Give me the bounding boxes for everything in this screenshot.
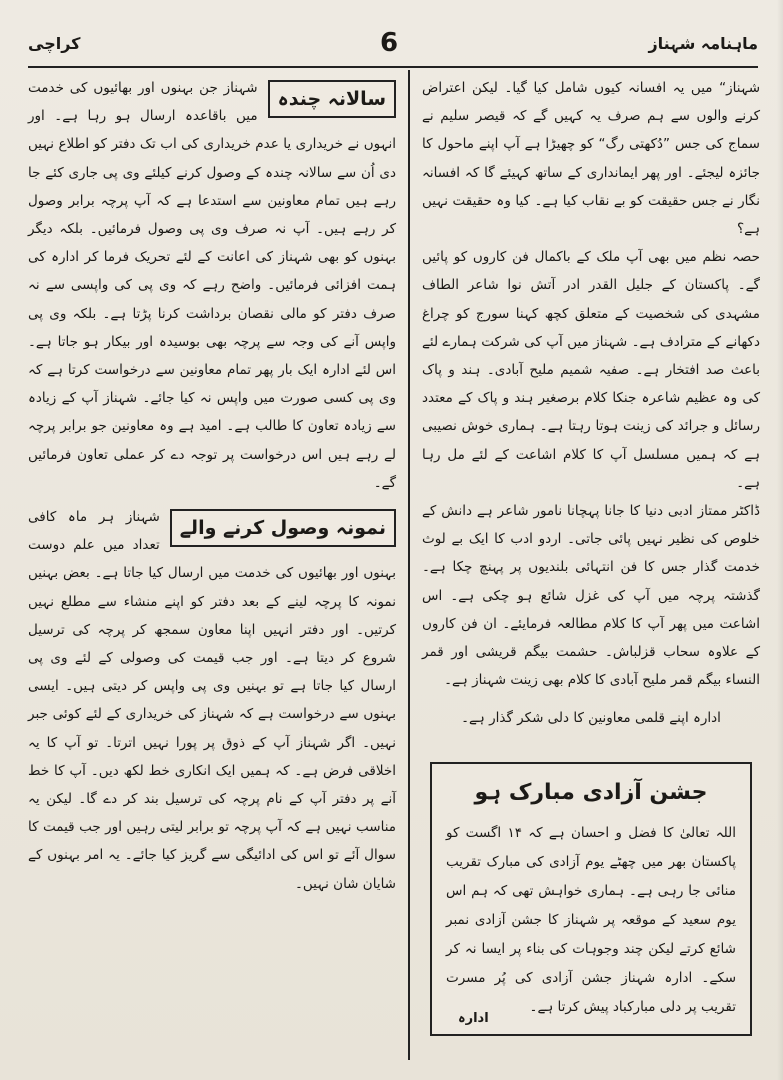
column-divider <box>408 70 410 1060</box>
paragraph-poetry: حصہ نظم میں بھی آپ ملک کے باکمال فن کاروں کو پائیں گے۔ پاکستان کے جلیل القدر ادر آتش نوا شاعر الطاف مشہدی کی شخصیت کے متعلق کچھ کہنا سورج کو چراغ دکھانے کے مترادف ہے۔ شہناز میں آپ کی شرکت ہمارے لئے باعث صد افتخار ہے۔ صفیہ شمیم ملیح آبادی۔ ہند و پاک کی وہ عظیم شاعرہ جنکا کلام برصغیر ہند و پاک کے معتدد رسائل و جرائد کی زینت ہوتا رہتا ہے۔ ہماری خوش نصیبی ہے کہ ہمیں مسلسل آپ کا کلام اشاعت کے لئے مل رہا ہے۔ <box>422 249 760 491</box>
notice-signature: ادارہ <box>458 1011 489 1026</box>
paragraph-story: شہناز“ میں یہ افسانہ کیوں شامل کیا گیا۔ لیکن اعتراض کرنے والوں سے ہم صرف یہ کہیں گے کہ قیصر سلیم نے سماج کی جس ”دُکھتی رگ“ کو چھیڑا ہے آپ اپنے ماحول کا جائزہ لیجئے۔ اور پھر ایمانداری کے ساتھ کہیئے گا کہ افسانہ نگار نے جس حقیقت کو بے نقاب کیا ہے۔ کیا وہ حقیقت نہیں ہے؟ <box>422 80 760 238</box>
page-header <box>28 28 758 68</box>
annual-subscription-heading: سالانہ چندہ <box>268 80 396 118</box>
page-edge-shadow <box>777 0 783 1080</box>
annual-subscription-text: شہناز جن بہنوں اور بھائیوں کی خدمت میں باقاعدہ ارسال ہو رہا ہے۔ اور انہوں نے خریداری یا عدم خریداری کی اب تک دفتر کو اطلاع نہیں دی اُن سے سالانہ چندہ کے وصول کرنے کیلئے وی پی جاری کئے جا رہے ہیں تمام معاونین سے استدعا ہے کہ آپ پرچہ برابر وصول کر رہے ہیں۔ آپ نہ صرف وی پی وصول فرمائیں۔ بلکہ دیگر بہنوں کو بھی شہناز کی اعانت کے لئے تحریک فرما کر ادارہ کی ہمت افزائی فرمائیں۔ واضح رہے کہ وی پی کی واپسی سے نہ صرف دفتر کو مالی نقصان برداشت کرنا پڑتا ہے۔ بلکہ وی پی واپس آنے کی وجہ سے پرچہ بھی بوسیدہ اور بیکار ہو جاتا ہے۔ اس لئے ادارہ ایک بار پھر تمام معاونین سے درخواست کرتا ہے کہ وی پی کسی صورت میں واپس نہ کیا جائے۔ شہناز آپ کے زیادہ سے زیادہ تعاون کا طالب ہے۔ امید ہے وہ معاونین جو برابر پرچہ لے رہے ہیں اس درخواست پر توجہ دے کر عملی تعاون فرمائیں گے۔ <box>28 80 396 491</box>
page-number: 6 <box>380 28 399 58</box>
sample-recipients-text: شہناز ہر ماہ کافی تعداد میں علم دوست بہنوں اور بھائیوں کی خدمت میں ارسال کیا جاتا ہے۔ بعض بہنیں نمونہ کا پرچہ لینے کے بعد دفتر کو اپنے منشاء سے مطلع نہیں کرتیں۔ اور دفتر انہیں اپنا معاون سمجھ کر پرچہ کی ترسیل شروع کر دیتا ہے۔ اور جب قیمت کی وصولی کے لئے وی پی ارسال کیا جاتا ہے تو بہنیں وی پی واپس کر دیتی ہیں۔ ایسی بہنوں سے درخواست ہے کہ شہناز کی خریداری کے لئے کوئی جبر نہیں۔ اگر شہناز آپ کے ذوق پر پورا نہیں اترتا۔ تو آپ کا یہ اخلاقی فرض ہے۔ کہ ہمیں ایک انکاری خط لکھ دیں۔ آپ کا خط آنے پر دفتر آپ کے نام پرچہ کی ترسیل بند کر دے گا۔ لیکن یہ مناسب نہیں ہے کہ آپ پرچہ تو برابر لیتی رہیں اور جب قیمت کا سوال آئے تو اس کی ادائیگی سے گریز کیا جائے۔ یہ امر بہنوں کے شایان شان نہیں۔ <box>28 509 396 892</box>
sample-recipients-heading: نمونہ وصول کرنے والے <box>170 509 396 547</box>
independence-notice-box <box>430 762 752 1036</box>
header-rule <box>28 66 758 68</box>
annual-subscription-section <box>28 74 396 497</box>
paragraph-poets: ڈاکٹر ممتاز ادبی دنیا کا جانا پہچانا نامور شاعر ہے دانش کے خلوص کی نظیر نہیں پائی جاتی۔ اردو ادب کا ایک بے لوث خدمت گذار جس کا فن انتہائی بلندیوں پر پہنچ چکا ہے۔ گذشتہ پرچہ میں آپ کی غزل شائع ہو چکی ہے۔ اس اشاعت میں پھر آپ کا کلام مطالعہ فرمایئے۔ ان فن کاروں کے علاوہ سحاب قزلباش۔ حشمت بیگم قریشی اور قمر النساء بیگم قمر ملیح آبادی کا کلام بھی زینت شہناز ہے۔ <box>422 503 760 689</box>
notice-title: جشن آزادی مبارک ہو <box>474 780 708 805</box>
city-name: کراچی <box>28 34 81 53</box>
notice-text: اللہ تعالیٰ کا فضل و احسان ہے کہ ۱۴ اگست کو پاکستان بھر میں چھٹے یوم آزادی کی مبارک تقریب منائی جا رہی ہے۔ ہماری خواہش تھی کہ ہم اس یوم سعید کے موقعہ پر شہناز کا جشن آزادی نمبر شائع کرتے لیکن چند وجوہات کی بناء پر ایسا نہ کر سکے۔ ادارہ شہناز جشن آزادی کی پُر مسرت تقریب پر دلی مبارکباد پیش کرتا ہے۔ <box>446 825 736 1015</box>
closing-line: ادارہ اپنے قلمی معاونین کا دلی شکر گذار ہے۔ <box>461 710 721 727</box>
left-column <box>28 74 396 898</box>
magazine-title: ماہنامہ شہناز <box>648 34 758 53</box>
sample-recipients-section <box>28 503 396 898</box>
right-column <box>422 74 760 733</box>
